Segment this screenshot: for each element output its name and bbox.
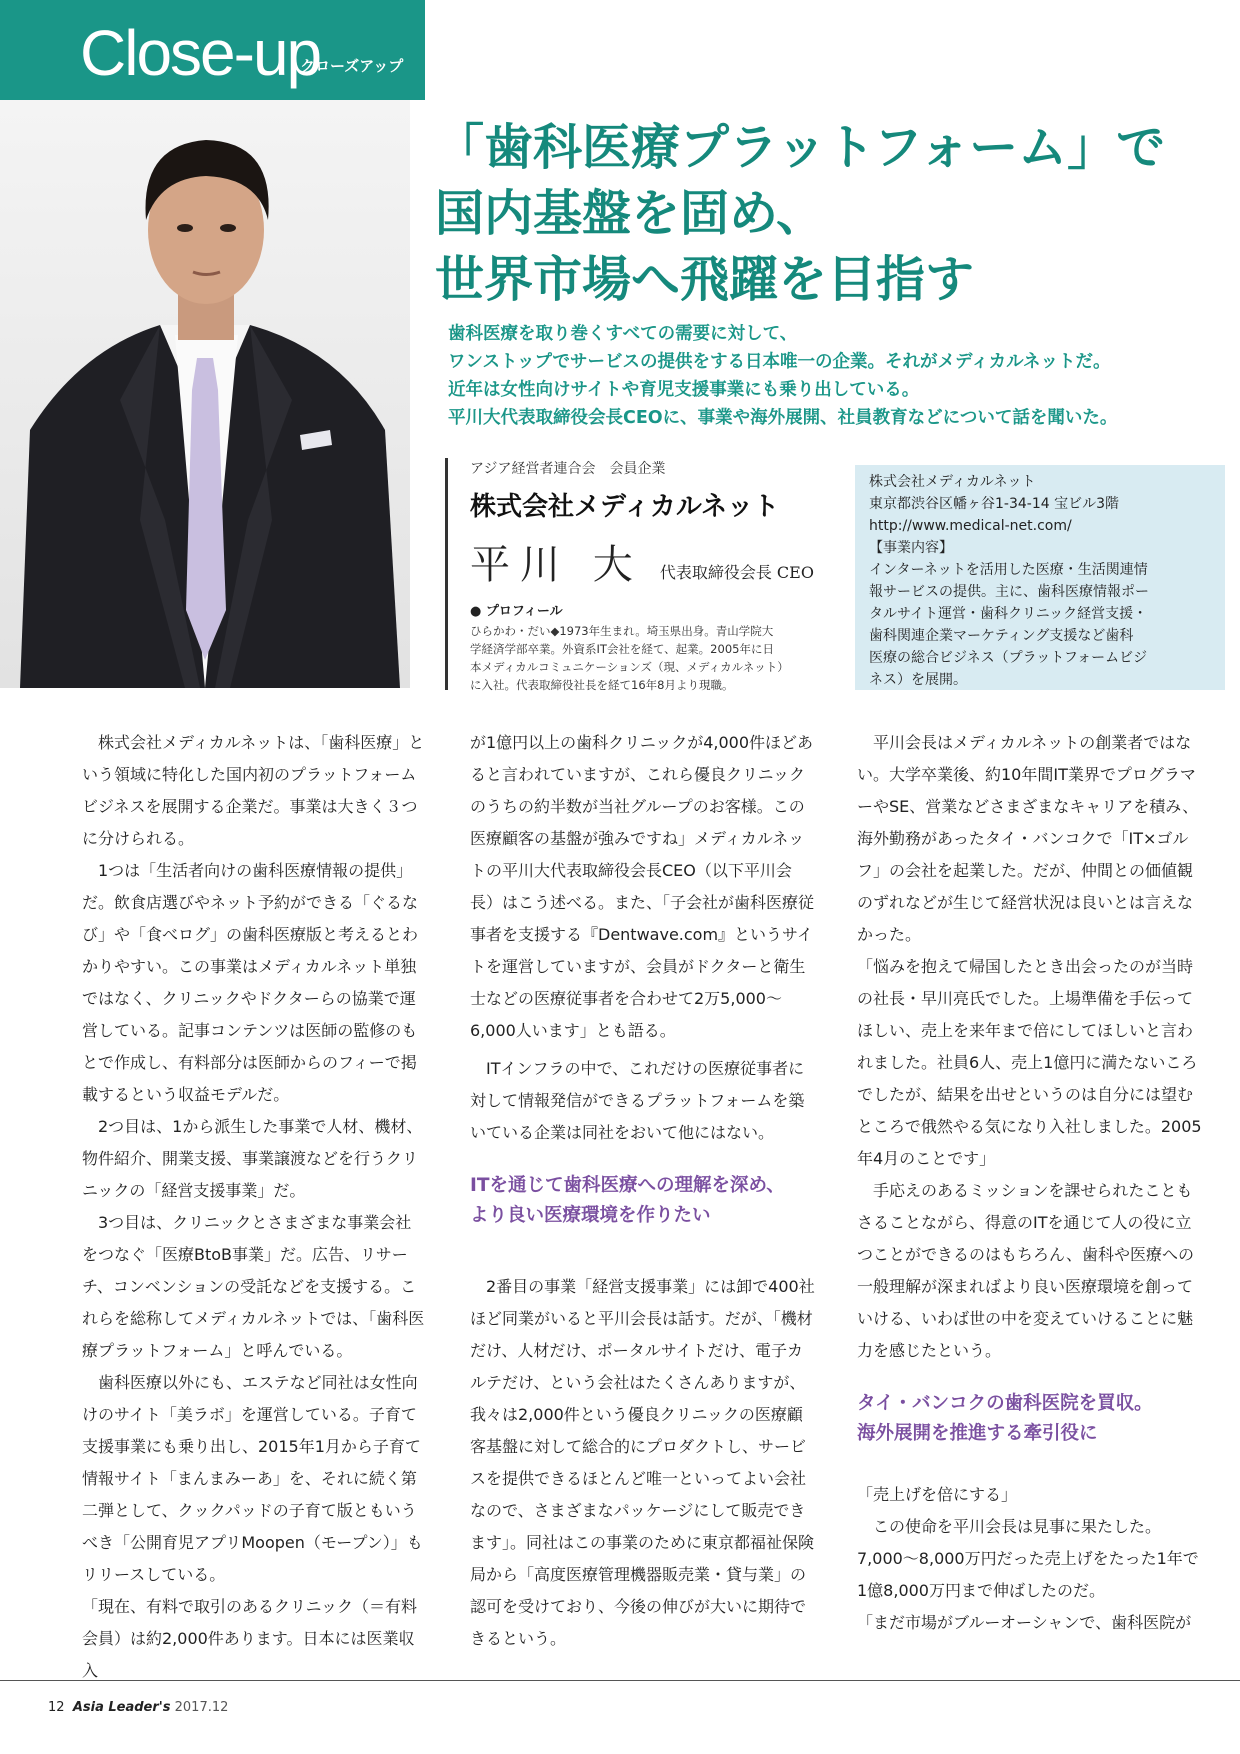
page-footer bbox=[48, 1700, 228, 1715]
portrait-photo bbox=[0, 100, 410, 688]
paragraph: 2つ目は、1から派生した事業で人材、機材、物件紹介、開業支援、事業譲渡などを行うクリニックの「経営支援事業」だ。 bbox=[82, 1117, 423, 1200]
article-column-3 bbox=[857, 727, 1202, 1639]
profile-line: に入社。代表取締役社長を経て16年8月より現職。 bbox=[470, 678, 734, 692]
profile-block bbox=[445, 458, 840, 690]
info-line: 株式会社メディカルネット bbox=[869, 474, 1036, 490]
paragraph: 手応えのあるミッションを課せられたこともさることながら、得意のITを通じて人の役に立つことができるのはもちろん、歯科や医療への一般理解が深まればより良い医療環境を創っていける、いわば世の中を変えていけることに魅力を感じたという。 bbox=[857, 1181, 1194, 1360]
headline-line: 国内基盤を固め、 bbox=[435, 185, 826, 242]
magazine-brand: Asia Leader's bbox=[72, 1700, 171, 1715]
page-number: 12 bbox=[48, 1700, 65, 1715]
profile-text bbox=[470, 622, 840, 694]
lead-line: 歯科医療を取り巻くすべての需要に対して、 bbox=[448, 324, 798, 344]
paragraph: 「売上げを倍にする」 bbox=[857, 1485, 1018, 1504]
org-label: アジア経営者連合会 会員企業 bbox=[470, 461, 666, 477]
paragraph: ITインフラの中で、これだけの医療従事者に対して情報発信ができるプラットフォームを築いている企業は同社をおいて他にはない。 bbox=[470, 1059, 805, 1142]
company-info-box bbox=[855, 465, 1225, 690]
info-line: タルサイト運営・歯科クリニック経営支援・ bbox=[869, 606, 1148, 622]
paragraph: 2番目の事業「経営支援事業」には卸で400社ほど同業がいると平川会長は話す。だが、「機材だけ、人材だけ、ポータルサイトだけ、電子カルテだけ、という会社はたくさんありますが、我々は2,000件という優良クリニックの医療顧客基盤に対して総合的にプロダクトし、サービスを提供できるほとんど唯一といってよい会社なので、さまざまなパッケージにして販売できます」。同社はこの事業のために東京都福祉保険局から「高度医療管理機器販売業・貸与業」の認可を受けており、今後の伸びが大いに期待できるという。 bbox=[470, 1277, 815, 1648]
subheading-line: 海外展開を推進する牽引役に bbox=[857, 1423, 1098, 1444]
subheading-line: ITを通じて歯科医療への理解を深め、 bbox=[470, 1175, 785, 1196]
headline-line: 「歯科医療プラットフォーム」で bbox=[435, 119, 1166, 176]
person-line bbox=[470, 533, 840, 590]
lead-text bbox=[448, 320, 1228, 432]
info-line: 医療の総合ビジネス（プラットフォームビジ bbox=[869, 650, 1148, 666]
paragraph: この使命を平川会長は見事に果たした。7,000〜8,000万円だった売上げをたった1年で1億8,000万円まで伸ばしたのだ。 bbox=[857, 1517, 1199, 1600]
section-subtitle: クローズアップ bbox=[300, 57, 404, 75]
subheading-line: より良い医療環境を作りたい bbox=[470, 1205, 711, 1226]
paragraph: 平川会長はメディカルネットの創業者ではない。大学卒業後、約10年間IT業界でプログラマーやSE、営業などさまざまなキャリアを積み、海外勤務があったタイ・バンコクで「IT×ゴルフ」の会社を起業した。だが、仲間との価値観のずれなどが生じて経営状況は良いとは言えなかった。 bbox=[857, 733, 1199, 944]
info-line: 歯科関連企業マーケティング支援など歯科 bbox=[869, 628, 1134, 644]
lead-line: 平川大代表取締役会長CEOに、事業や海外展開、社員教育などについて話を聞いた。 bbox=[448, 408, 1118, 428]
issue-date: 2017.12 bbox=[174, 1700, 229, 1715]
info-line: 東京都渋谷区幡ヶ谷1-34-14 宝ビル3階 bbox=[869, 496, 1119, 512]
footer-rule bbox=[0, 1680, 1240, 1681]
section-title: Close-up bbox=[80, 17, 321, 89]
paragraph: 1つは「生活者向けの歯科医療情報の提供」だ。飲食店選びやネット予約ができる「ぐるなび」や「食べログ」の歯科医療版と考えるとわかりやすい。この事業はメディカルネット単独ではなく、クリニックやドクターらの協業で運営している。記事コンテンツは医師の監修のもとで作成し、有料部分は医師からのフィーで掲載するという収益モデルだ。 bbox=[82, 861, 419, 1104]
paragraph: 「現在、有料で取引のあるクリニック（＝有料会員）は約2,000件あります。日本には医業収入 bbox=[82, 1597, 418, 1680]
person-title: 代表取締役会長 CEO bbox=[659, 563, 814, 582]
info-line: 【事業内容】 bbox=[869, 540, 953, 556]
paragraph: が1億円以上の歯科クリニックが4,000件ほどあると言われていますが、これら優良クリニックのうちの約半数が当社グループのお客様。この医療顧客の基盤が強みですね」メディカルネットの平川大代表取締役会長CEO（以下平川会長）はこう述べる。また、「子会社が歯科医療従事者を支援する『Dentwave.com』というサイトを運営していますが、会員がドクターと衛生士などの医療従事者を合わせて2万5,000〜6,000人います」とも語る。 bbox=[470, 733, 815, 1040]
paragraph: 株式会社メディカルネットは、「歯科医療」という領域に特化した国内初のプラットフォームビジネスを展開する企業だ。事業は大きく３つに分けられる。 bbox=[82, 733, 425, 848]
company-name: 株式会社メディカルネット bbox=[470, 492, 780, 522]
subheading-line: タイ・バンコクの歯科医院を買収。 bbox=[857, 1393, 1153, 1414]
subheading bbox=[470, 1171, 815, 1231]
profile-line: 学経済学部卒業。外資系IT会社を経て、起業。2005年に日 bbox=[470, 642, 774, 656]
paragraph: 「悩みを抱えて帰国したとき出会ったのが当時の社長・早川亮氏でした。上場準備を手伝ってほしい、売上を来年まで倍にしてほしいと言われました。社員6人、売上1億円に満たないころでしたが、結果を出せというのは自分には望むところで俄然やる気になり入社しました。2005年4月のことです」 bbox=[857, 957, 1202, 1168]
lead-line: ワンストップでサービスの提供をする日本唯一の企業。それがメディカルネットだ。 bbox=[448, 352, 1111, 372]
paragraph: 「まだ市場がブルーオーシャンで、歯科医院が bbox=[857, 1613, 1192, 1632]
profile-line: ひらかわ・だい◆1973年生まれ。埼玉県出身。青山学院大 bbox=[470, 624, 774, 638]
article-column-1 bbox=[82, 727, 427, 1687]
headline-line: 世界市場へ飛躍を目指す bbox=[435, 251, 975, 308]
subheading bbox=[857, 1389, 1202, 1449]
info-link[interactable]: http://www.medical-net.com/ bbox=[869, 518, 1072, 534]
paragraph: 3つ目は、クリニックとさまざまな事業会社をつなぐ「医療BtoB事業」だ。広告、リサーチ、コンベンションの受託などを支援する。これらを総称してメディカルネットでは、「歯科医療プラットフォーム」と呼んでいる。 bbox=[82, 1213, 425, 1360]
info-line: ネス）を展開。 bbox=[869, 672, 967, 688]
lead-line: 近年は女性向けサイトや育児支援事業にも乗り出している。 bbox=[448, 380, 920, 400]
info-line: 報サービスの提供。主に、歯科医療情報ポー bbox=[869, 584, 1149, 600]
section-header bbox=[0, 0, 425, 100]
paragraph: 歯科医療以外にも、エステなど同社は女性向けのサイト「美ラボ」を運営している。子育て支援事業にも乗り出し、2015年1月から子育て情報サイト「まんまみーあ」を、それに続く第二弾として、クックパッドの子育て版ともいうべき「公開育児アプリMoopen（モープン）」もリリースしている。 bbox=[82, 1373, 423, 1584]
info-line: インターネットを活用した医療・生活関連情 bbox=[869, 562, 1148, 578]
profile-line: 本メディカルコミュニケーションズ（現、メディカルネット） bbox=[470, 660, 789, 674]
person-name: 平川 大 bbox=[470, 542, 643, 588]
headline bbox=[435, 115, 1225, 313]
article-column-2 bbox=[470, 727, 815, 1655]
profile-heading: ● プロフィール bbox=[470, 604, 563, 619]
